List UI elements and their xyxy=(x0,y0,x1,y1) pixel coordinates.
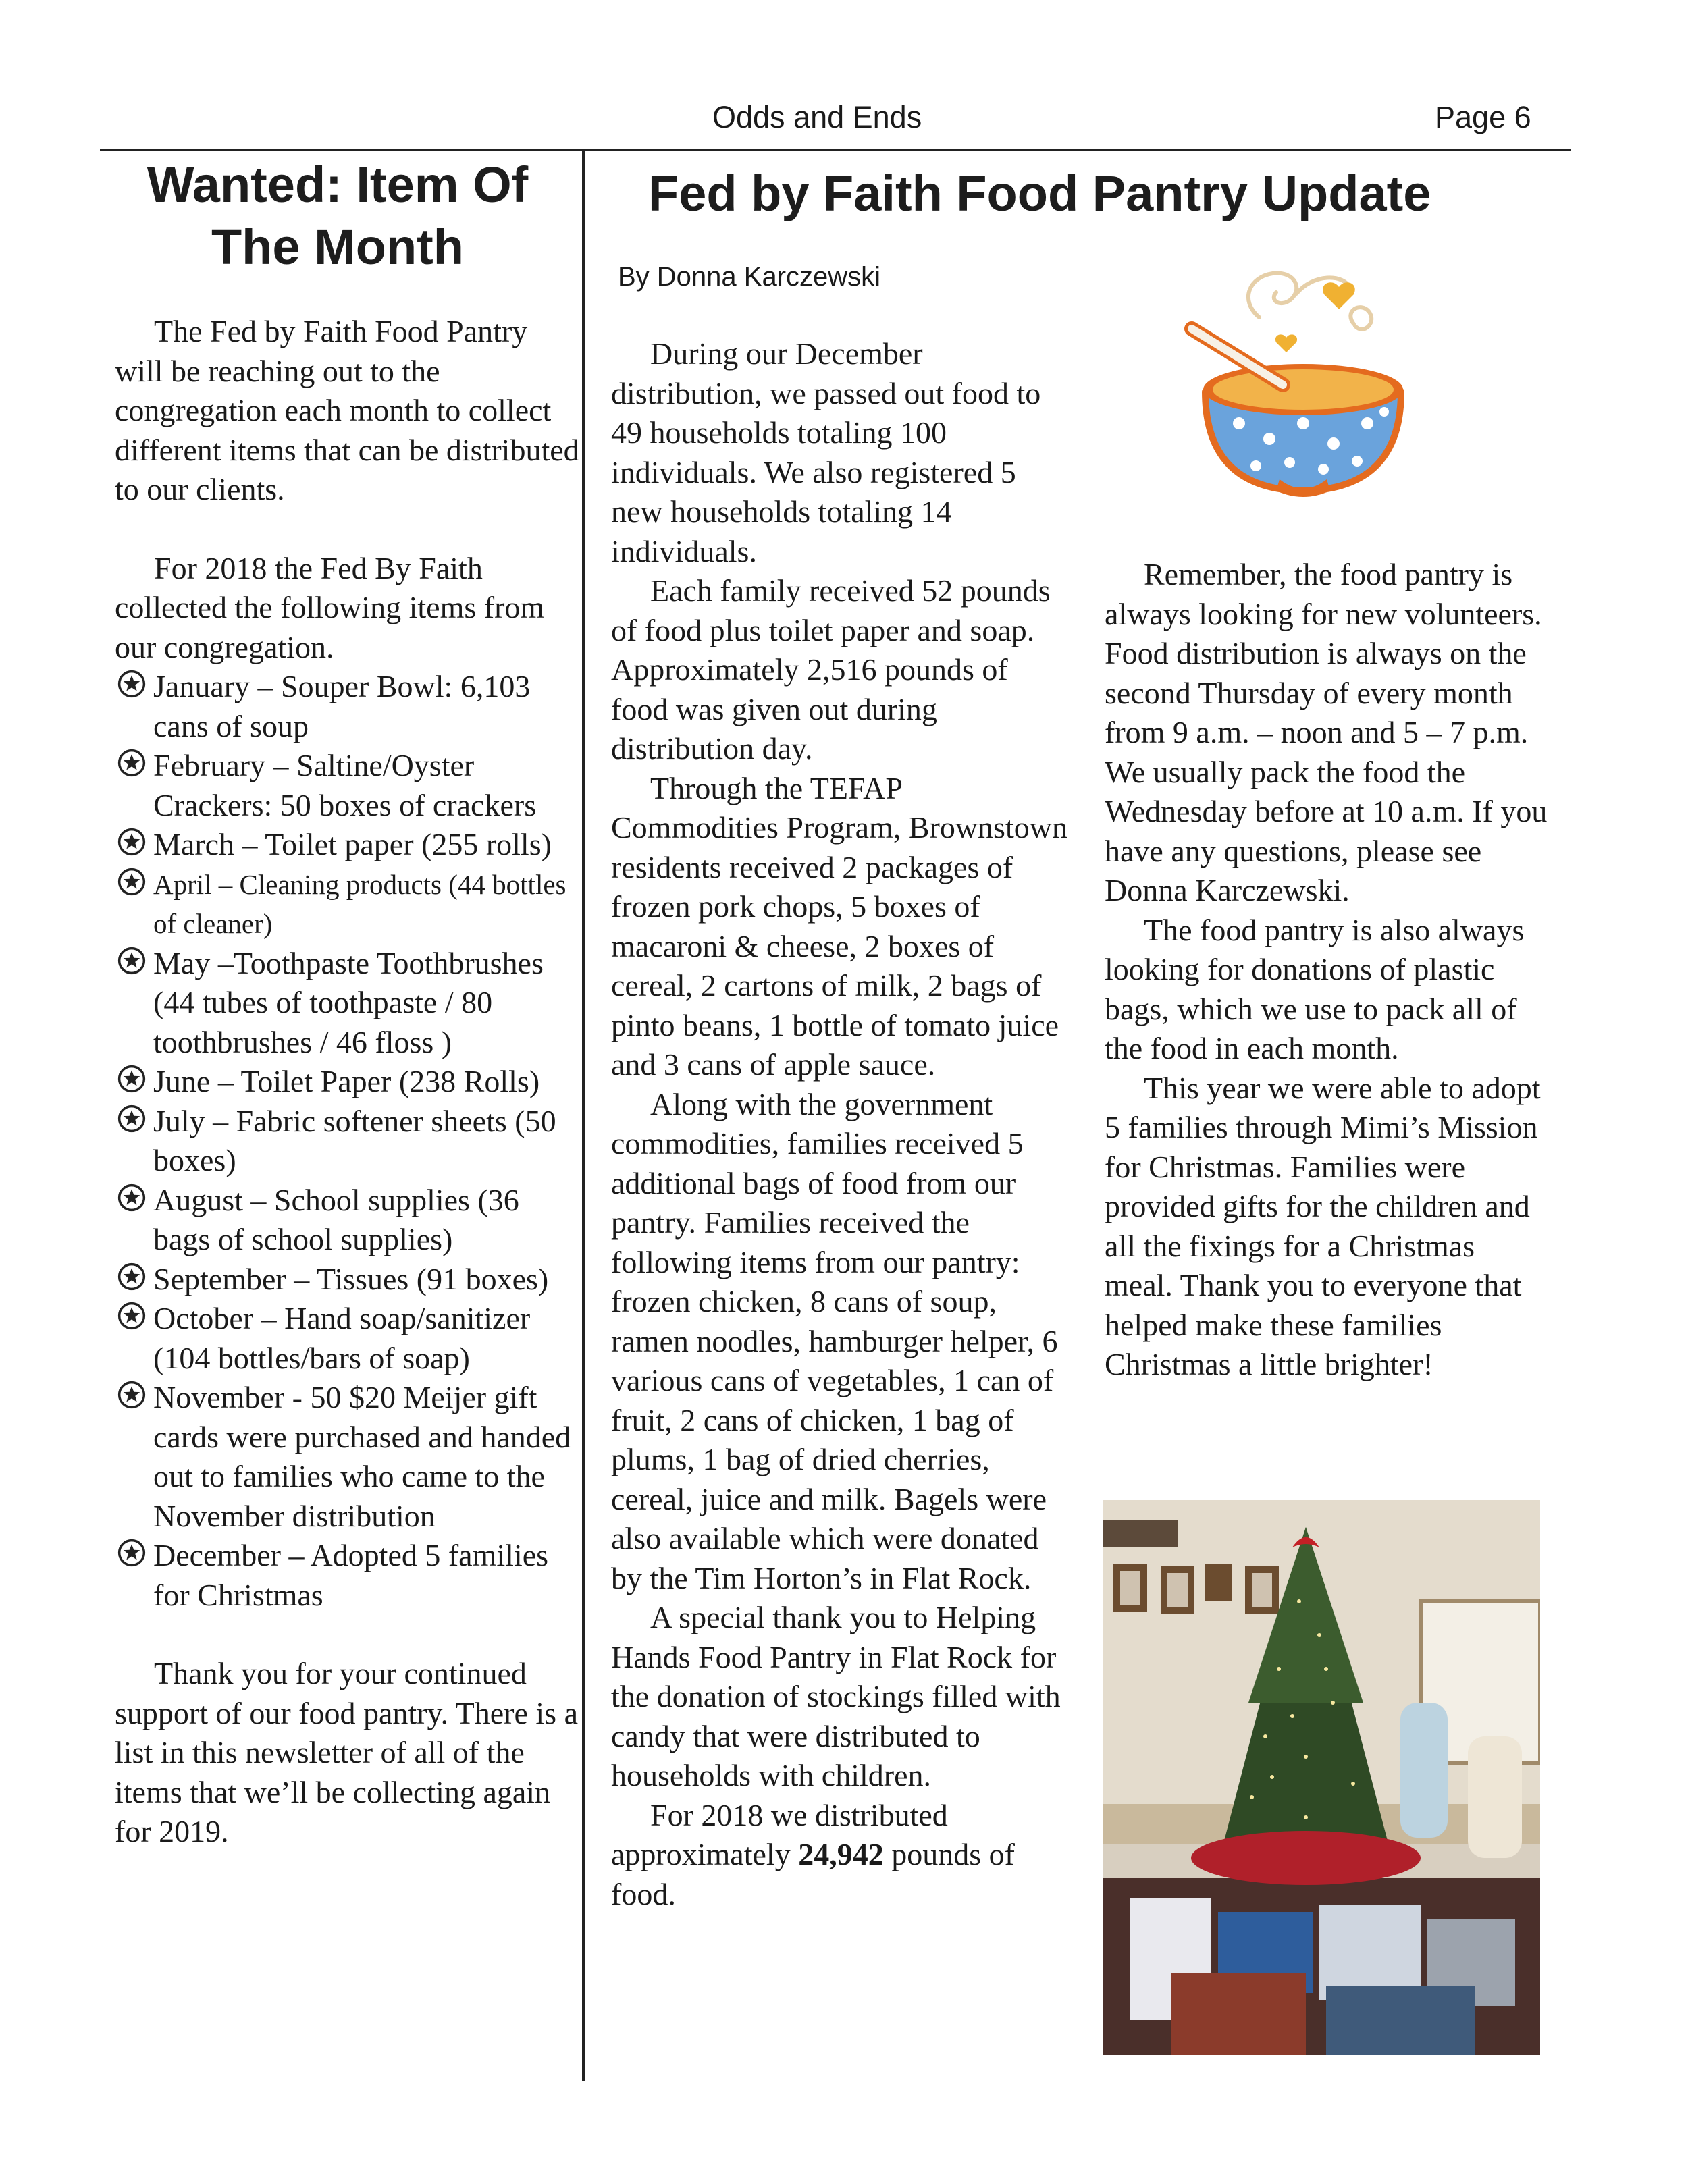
star-bullet-icon xyxy=(117,868,146,896)
list-item xyxy=(115,1536,581,1615)
month-item-text: September – Tissues (91 boxes) xyxy=(153,1261,549,1296)
monthly-items-list xyxy=(115,667,581,1615)
intro-paragraph: The Fed by Faith Food Pantry will be reaching out to the congregation each month to collect different items that can be distributed to our clients. xyxy=(115,314,579,506)
body-paragraph: Remember, the food pantry is always looking for new volunteers. Food distribution is always on the second Thursday of every month from 9 a.m. – noon and 5 – 7 p.m. We usually pack the food the Wednesday before at 10 a.m. If you have any questions, please see Donna Karczewski. xyxy=(1105,557,1548,907)
body-paragraph: Along with the government commodities, families received 5 additional bags of food from our pantry. Families received the following items from our pantry: frozen chicken, 8 cans of soup, ramen noodles, hamburger helper, 6 various cans of vegetables, 1 can of fruit, 2 cans of chicken, 1 bag of plums, 1 bag of dried cherries, cereal, juice and milk. Bagels were also available which were donated by the Tim Horton’s in Flat Rock. xyxy=(611,1086,1058,1595)
star-bullet-icon xyxy=(117,947,146,975)
star-bullet-icon xyxy=(117,1262,146,1291)
body-paragraph: Each family received 52 pounds of food plus toilet paper and soap. Approximately 2,516 pounds of food was given out during distribution day. xyxy=(611,573,1051,766)
list-item xyxy=(115,1062,581,1102)
list-item xyxy=(115,746,581,825)
star-bullet-icon xyxy=(117,1381,146,1409)
list-item xyxy=(115,865,581,944)
column-divider xyxy=(582,150,585,2081)
month-item-text: June – Toilet Paper (238 Rolls) xyxy=(153,1064,540,1098)
item-of-month-title-line1: Wanted: Item Of xyxy=(147,157,529,213)
list-item xyxy=(115,825,581,865)
list-item xyxy=(115,667,581,746)
month-item-text: October – Hand soap/sanitizer (104 bottles/bars of soap) xyxy=(153,1301,531,1375)
body-paragraph: A special thank you to Helping Hands Food Pantry in Flat Rock for the donation of stockings filled with candy that were distributed to households with children. xyxy=(611,1600,1061,1792)
body-paragraph: The food pantry is also always looking for donations of plastic bags, which we use to pack all of the food in each month. xyxy=(1105,912,1525,1065)
page-number: Page 6 xyxy=(1435,100,1531,134)
item-of-month-column xyxy=(115,312,581,1852)
star-bullet-icon xyxy=(117,1065,146,1093)
total-pounds-value: 24,942 xyxy=(798,1837,884,1871)
volunteer-column xyxy=(1105,555,1550,1385)
item-of-month-title xyxy=(101,154,574,278)
month-item-text: August – School supplies (36 bags of school supplies) xyxy=(153,1182,519,1256)
section-title: Odds and Ends xyxy=(712,100,922,134)
star-bullet-icon xyxy=(117,1539,146,1567)
christmas-tree-photo xyxy=(1103,1500,1540,2055)
body-paragraph: During our December distribution, we passed out food to 49 households totaling 100 individuals. We also registered 5 new households totaling 14 individuals. xyxy=(611,336,1041,568)
total-text-after: pounds of food. xyxy=(611,1837,1015,1911)
soup-bowl-illustration xyxy=(1158,246,1442,530)
header-rule xyxy=(100,149,1571,151)
pantry-update-column xyxy=(611,334,1070,1914)
star-bullet-icon xyxy=(117,1183,146,1212)
body-paragraph: This year we were able to adopt 5 families through Mimi’s Mission for Christmas. Families were provided gifts for the children and all the fixings for a Christmas meal. Thank you to everyone that helped make these families Christmas a little brighter! xyxy=(1105,1070,1541,1381)
list-item xyxy=(115,944,581,1063)
list-item xyxy=(115,1299,581,1378)
month-item-text: November - 50 $20 Meijer gift cards were purchased and handed out to families who came to the November distribution xyxy=(153,1380,571,1533)
item-of-month-title-line2: The Month xyxy=(211,219,464,275)
star-bullet-icon xyxy=(117,828,146,856)
star-bullet-icon xyxy=(117,670,146,698)
pantry-update-title: Fed by Faith Food Pantry Update xyxy=(648,165,1431,221)
month-item-text: January – Souper Bowl: 6,103 cans of soup xyxy=(153,669,531,743)
lead-paragraph: For 2018 the Fed By Faith collected the following items from our congregation. xyxy=(115,550,545,664)
star-bullet-icon xyxy=(117,1104,146,1133)
month-item-text: April – Cleaning products (44 bottles of cleaner) xyxy=(153,868,566,939)
list-item xyxy=(115,1378,581,1536)
star-bullet-icon xyxy=(117,749,146,777)
list-item xyxy=(115,1260,581,1300)
byline: By Donna Karczewski xyxy=(618,262,881,292)
closing-paragraph: Thank you for your continued support of our food pantry. There is a list in this newsletter of all of the items that we’ll be collecting again for 2019. xyxy=(115,1656,579,1848)
month-item-text: May –Toothpaste Toothbrushes (44 tubes of toothpaste / 80 toothbrushes / 46 floss ) xyxy=(153,945,544,1059)
list-item xyxy=(115,1102,581,1181)
list-item xyxy=(115,1181,581,1260)
total-pounds-paragraph xyxy=(611,1796,1070,1915)
month-item-text: March – Toilet paper (255 rolls) xyxy=(153,827,552,861)
body-paragraph: Through the TEFAP Commodities Program, Brownstown residents received 2 packages of frozen pork chops, 5 boxes of macaroni & cheese, 2 boxes of cereal, 2 cartons of milk, 2 bags of pinto beans, 1 bottle of tomato juice and 3 cans of apple sauce. xyxy=(611,770,1067,1082)
star-bullet-icon xyxy=(117,1302,146,1330)
month-item-text: February – Saltine/Oyster Crackers: 50 boxes of crackers xyxy=(153,748,537,822)
total-text-before: For 2018 we distributed approximately xyxy=(611,1797,948,1871)
month-item-text: December – Adopted 5 families for Christmas xyxy=(153,1538,549,1612)
month-item-text: July – Fabric softener sheets (50 boxes) xyxy=(153,1103,556,1177)
